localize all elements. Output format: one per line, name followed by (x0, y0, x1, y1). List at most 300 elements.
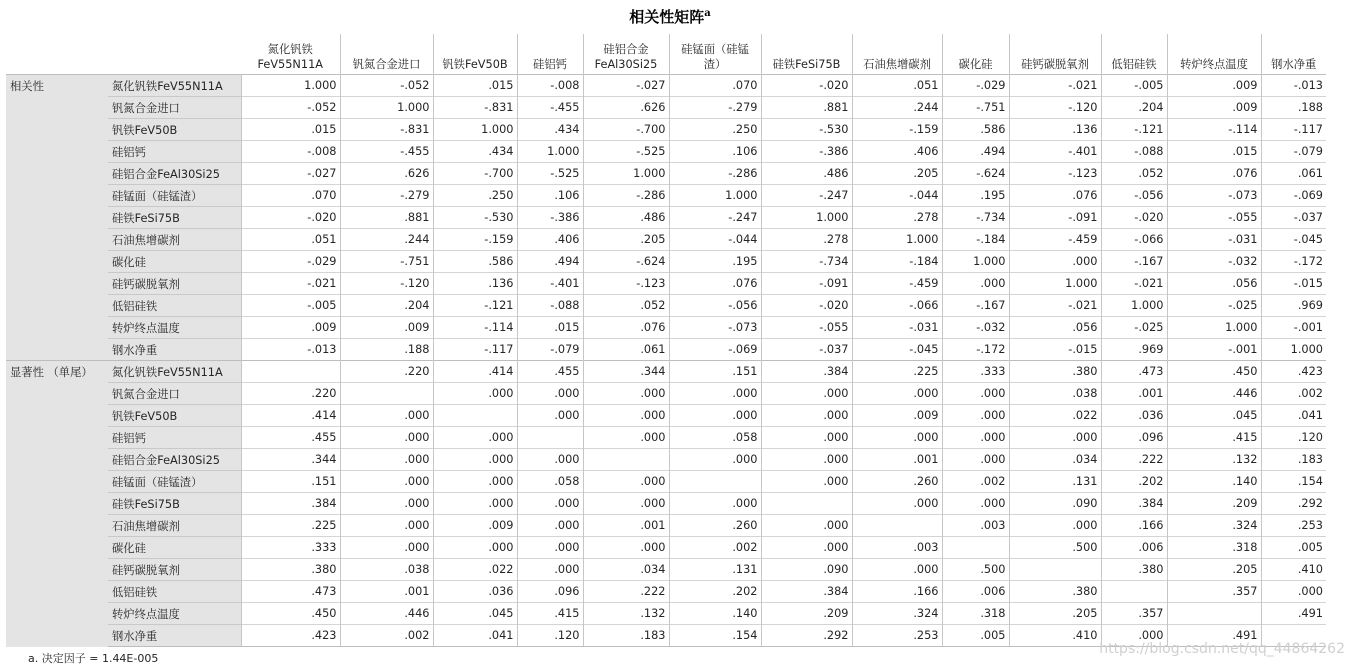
value-cell: .260 (669, 515, 761, 537)
value-cell: .000 (1009, 515, 1101, 537)
value-cell: .344 (241, 449, 340, 471)
value-cell: -.052 (340, 75, 433, 97)
value-cell: .195 (942, 185, 1009, 207)
value-cell: .225 (241, 515, 340, 537)
value-cell: -.005 (1101, 75, 1167, 97)
table-row (6, 493, 1326, 515)
value-cell: .188 (340, 339, 433, 361)
value-cell: -.247 (761, 185, 852, 207)
value-cell: .000 (942, 273, 1009, 295)
value-cell: -.624 (942, 163, 1009, 185)
value-cell: .000 (517, 559, 583, 581)
value-cell: .000 (942, 427, 1009, 449)
value-cell: .969 (1261, 295, 1326, 317)
value-cell: -.459 (852, 273, 942, 295)
value-cell (241, 361, 340, 383)
value-cell: -.021 (1101, 273, 1167, 295)
table-row (6, 141, 1326, 163)
value-cell: .450 (1167, 361, 1261, 383)
value-cell: .076 (583, 317, 669, 339)
value-cell: .061 (583, 339, 669, 361)
value-cell: .000 (340, 427, 433, 449)
value-cell: .000 (340, 471, 433, 493)
value-cell: -.044 (669, 229, 761, 251)
value-cell: 1.000 (942, 251, 1009, 273)
value-cell: -.005 (241, 295, 340, 317)
value-cell: .000 (761, 449, 852, 471)
value-cell: .038 (1009, 383, 1101, 405)
value-cell: .000 (1009, 251, 1101, 273)
value-cell: .333 (241, 537, 340, 559)
table-row (6, 251, 1326, 273)
value-cell: -.184 (852, 251, 942, 273)
value-cell: .225 (852, 361, 942, 383)
value-cell: .000 (583, 537, 669, 559)
value-cell: .151 (669, 361, 761, 383)
value-cell: .434 (433, 141, 517, 163)
value-cell: .076 (1009, 185, 1101, 207)
value-cell: .051 (852, 75, 942, 97)
value-cell: .000 (583, 493, 669, 515)
value-cell: -.015 (1261, 273, 1326, 295)
column-header: 转炉终点温度 (1167, 34, 1261, 75)
table-row (6, 537, 1326, 559)
value-cell: .455 (517, 361, 583, 383)
value-cell: .000 (1101, 625, 1167, 647)
value-cell: -.734 (761, 251, 852, 273)
value-cell: .202 (1101, 471, 1167, 493)
value-cell: 1.000 (1167, 317, 1261, 339)
value-cell: .022 (433, 559, 517, 581)
value-cell: .384 (761, 581, 852, 603)
value-cell: -.279 (669, 97, 761, 119)
group-label: 显著性 （单尾） (6, 361, 108, 647)
value-cell: -.117 (1261, 119, 1326, 141)
value-cell: -.029 (241, 251, 340, 273)
value-cell: .357 (1101, 603, 1167, 625)
column-header: 石油焦增碳剂 (852, 34, 942, 75)
value-cell: .009 (340, 317, 433, 339)
value-cell: -.001 (1167, 339, 1261, 361)
value-cell: .006 (1101, 537, 1167, 559)
value-cell: .183 (583, 625, 669, 647)
value-cell: .096 (517, 581, 583, 603)
value-cell: .058 (669, 427, 761, 449)
value-cell: .253 (1261, 515, 1326, 537)
row-label: 硅铁FeSi75B (108, 207, 241, 229)
value-cell: -.401 (1009, 141, 1101, 163)
value-cell: .000 (433, 427, 517, 449)
value-cell: .000 (761, 427, 852, 449)
value-cell: -.751 (942, 97, 1009, 119)
column-header: 碳化硅 (942, 34, 1009, 75)
value-cell: -.031 (1167, 229, 1261, 251)
value-cell: .318 (1167, 537, 1261, 559)
table-row (6, 119, 1326, 141)
table-row (6, 229, 1326, 251)
value-cell (517, 427, 583, 449)
value-cell: .052 (583, 295, 669, 317)
value-cell: .491 (1167, 625, 1261, 647)
value-cell: 1.000 (669, 185, 761, 207)
value-cell: .000 (942, 383, 1009, 405)
value-cell: .070 (241, 185, 340, 207)
footnote: a. 决定因子 = 1.44E-005 (28, 652, 159, 665)
value-cell (340, 383, 433, 405)
row-label: 钒氮合金进口 (108, 383, 241, 405)
table-row (6, 383, 1326, 405)
value-cell: .491 (1261, 603, 1326, 625)
value-cell: .278 (761, 229, 852, 251)
value-cell: .205 (1009, 603, 1101, 625)
value-cell: .244 (340, 229, 433, 251)
value-cell: .423 (1261, 361, 1326, 383)
column-header: 钢水净重 (1271, 58, 1317, 71)
value-cell: .410 (1009, 625, 1101, 647)
row-label: 硅铝钙 (108, 427, 241, 449)
row-label: 氮化钒铁FeV55N11A (108, 75, 241, 97)
value-cell: 1.000 (517, 141, 583, 163)
table-row (6, 603, 1326, 625)
value-cell: .120 (517, 625, 583, 647)
value-cell: -.455 (517, 97, 583, 119)
title-footnote-mark: a (704, 8, 711, 19)
value-cell: .132 (1167, 449, 1261, 471)
value-cell: .473 (241, 581, 340, 603)
value-cell: .204 (1101, 97, 1167, 119)
row-label: 转炉终点温度 (108, 317, 241, 339)
value-cell: .009 (852, 405, 942, 427)
value-cell: .881 (761, 97, 852, 119)
value-cell: -.121 (433, 295, 517, 317)
value-cell: .244 (852, 97, 942, 119)
column-header: 硅铝钙 (517, 34, 583, 75)
value-cell: 1.000 (1009, 273, 1101, 295)
value-cell: .009 (1167, 75, 1261, 97)
value-cell: .009 (1167, 97, 1261, 119)
value-cell: -.069 (669, 339, 761, 361)
value-cell: .000 (942, 449, 1009, 471)
value-cell: .333 (942, 361, 1009, 383)
value-cell (669, 471, 761, 493)
value-cell: .344 (583, 361, 669, 383)
value-cell: .000 (433, 471, 517, 493)
value-cell: -.001 (1261, 317, 1326, 339)
value-cell: -.123 (1009, 163, 1101, 185)
value-cell: .061 (1261, 163, 1326, 185)
corner-cell (6, 34, 108, 75)
value-cell: .253 (852, 625, 942, 647)
value-cell: -.159 (852, 119, 942, 141)
correlation-matrix-table (6, 34, 1326, 647)
value-cell: .384 (1101, 493, 1167, 515)
value-cell: .009 (433, 515, 517, 537)
value-cell: .056 (1167, 273, 1261, 295)
value-cell: -.525 (517, 163, 583, 185)
value-cell: 1.000 (433, 119, 517, 141)
value-cell: .005 (1261, 537, 1326, 559)
value-cell: .106 (517, 185, 583, 207)
value-cell: .034 (1009, 449, 1101, 471)
value-cell: .222 (1101, 449, 1167, 471)
value-cell: -.386 (517, 207, 583, 229)
value-cell: .051 (241, 229, 340, 251)
table-row (6, 295, 1326, 317)
value-cell: -.052 (241, 97, 340, 119)
value-cell: -.091 (761, 273, 852, 295)
value-cell: .000 (761, 471, 852, 493)
value-cell: .586 (433, 251, 517, 273)
value-cell: -.029 (942, 75, 1009, 97)
value-cell: .058 (517, 471, 583, 493)
value-cell: -.088 (517, 295, 583, 317)
table-row (6, 581, 1326, 603)
value-cell: .220 (241, 383, 340, 405)
value-cell: .000 (517, 405, 583, 427)
row-label: 氮化钒铁FeV55N11A (108, 361, 241, 383)
value-cell: .000 (942, 493, 1009, 515)
value-cell: .205 (583, 229, 669, 251)
value-cell: .324 (1167, 515, 1261, 537)
value-cell: -.121 (1101, 119, 1167, 141)
value-cell: .188 (1261, 97, 1326, 119)
value-cell: -.624 (583, 251, 669, 273)
value-cell: .000 (583, 427, 669, 449)
row-label: 钒铁FeV50B (108, 405, 241, 427)
value-cell: .000 (852, 427, 942, 449)
value-cell: .076 (669, 273, 761, 295)
value-cell: .015 (517, 317, 583, 339)
value-cell: .000 (942, 405, 1009, 427)
value-cell: .003 (942, 515, 1009, 537)
value-cell: -.032 (942, 317, 1009, 339)
value-cell: .000 (517, 493, 583, 515)
row-label: 硅锰面（硅锰渣） (108, 185, 241, 207)
value-cell: -.021 (1009, 295, 1101, 317)
value-cell: .000 (852, 559, 942, 581)
corner-cell (108, 34, 241, 75)
value-cell: 1.000 (340, 97, 433, 119)
value-cell: -.120 (340, 273, 433, 295)
value-cell: .000 (583, 405, 669, 427)
value-cell: -.079 (517, 339, 583, 361)
value-cell: -.032 (1167, 251, 1261, 273)
value-cell: .000 (852, 493, 942, 515)
value-cell: -.831 (433, 97, 517, 119)
value-cell (761, 493, 852, 515)
value-cell: 1.000 (852, 229, 942, 251)
value-cell: -.025 (1101, 317, 1167, 339)
value-cell: .006 (942, 581, 1009, 603)
value-cell: .202 (669, 581, 761, 603)
value-cell: .000 (433, 383, 517, 405)
value-cell: -.056 (1101, 185, 1167, 207)
value-cell: .250 (669, 119, 761, 141)
value-cell: .384 (241, 493, 340, 515)
value-cell: -.020 (761, 75, 852, 97)
value-cell: -.020 (241, 207, 340, 229)
value-cell: .380 (1009, 581, 1101, 603)
column-header: 硅钙碳脱氧剂 (1009, 34, 1101, 75)
value-cell: .500 (942, 559, 1009, 581)
value-cell: .969 (1101, 339, 1167, 361)
value-cell: .000 (761, 537, 852, 559)
table-row (6, 405, 1326, 427)
value-cell: -.073 (669, 317, 761, 339)
value-cell: -.015 (1009, 339, 1101, 361)
value-cell: .045 (1167, 405, 1261, 427)
value-cell: -.069 (1261, 185, 1326, 207)
column-header: 氮化钒铁FeV55N11A (241, 34, 340, 75)
value-cell: .260 (852, 471, 942, 493)
value-cell: .001 (1101, 383, 1167, 405)
value-cell: -.079 (1261, 141, 1326, 163)
value-cell: -.184 (942, 229, 1009, 251)
value-cell (1167, 603, 1261, 625)
column-header: 低铝硅铁 (1101, 34, 1167, 75)
value-cell: -.037 (1261, 207, 1326, 229)
column-header: 钒铁FeV50B (433, 34, 517, 75)
value-cell: .000 (669, 493, 761, 515)
row-label: 低铝硅铁 (108, 581, 241, 603)
value-cell: .450 (241, 603, 340, 625)
value-cell: -.700 (433, 163, 517, 185)
value-cell: -.066 (1101, 229, 1167, 251)
row-label: 钒氮合金进口 (108, 97, 241, 119)
table-row (6, 207, 1326, 229)
row-label: 硅铝合金FeAl30Si25 (108, 163, 241, 185)
value-cell: .005 (942, 625, 1009, 647)
value-cell: .000 (517, 537, 583, 559)
table-row (6, 449, 1326, 471)
value-cell: .881 (340, 207, 433, 229)
value-cell: .120 (1261, 427, 1326, 449)
value-cell: .000 (1261, 581, 1326, 603)
value-cell: -.091 (1009, 207, 1101, 229)
value-cell: .278 (852, 207, 942, 229)
value-cell: .000 (761, 405, 852, 427)
value-cell: .455 (241, 427, 340, 449)
value-cell: .000 (340, 537, 433, 559)
value-cell: .000 (669, 383, 761, 405)
value-cell: -.020 (761, 295, 852, 317)
value-cell: .000 (340, 449, 433, 471)
value-cell: -.073 (1167, 185, 1261, 207)
value-cell: .166 (852, 581, 942, 603)
row-label: 转炉终点温度 (108, 603, 241, 625)
value-cell: -.455 (340, 141, 433, 163)
value-cell: .292 (761, 625, 852, 647)
value-cell: .000 (669, 449, 761, 471)
value-cell: -.286 (583, 185, 669, 207)
value-cell: -.056 (669, 295, 761, 317)
value-cell: -.027 (241, 163, 340, 185)
value-cell: .090 (1009, 493, 1101, 515)
value-cell: -.123 (583, 273, 669, 295)
value-cell: -.013 (241, 339, 340, 361)
value-cell: .204 (340, 295, 433, 317)
value-cell: .076 (1167, 163, 1261, 185)
value-cell: .036 (1101, 405, 1167, 427)
value-cell: -.167 (942, 295, 1009, 317)
value-cell: -.530 (433, 207, 517, 229)
value-cell: -.025 (1167, 295, 1261, 317)
value-cell: .009 (241, 317, 340, 339)
value-cell: .205 (852, 163, 942, 185)
value-cell: -.031 (852, 317, 942, 339)
value-cell (1101, 581, 1167, 603)
value-cell: .380 (1009, 361, 1101, 383)
value-cell: -.751 (340, 251, 433, 273)
value-cell: -.020 (1101, 207, 1167, 229)
value-cell: .000 (517, 383, 583, 405)
value-cell: .038 (340, 559, 433, 581)
value-cell: .166 (1101, 515, 1167, 537)
value-cell: .500 (1009, 537, 1101, 559)
value-cell: .000 (340, 493, 433, 515)
value-cell: .090 (761, 559, 852, 581)
value-cell: .131 (669, 559, 761, 581)
table-row (6, 185, 1326, 207)
value-cell: .220 (340, 361, 433, 383)
value-cell: .056 (1009, 317, 1101, 339)
value-cell: .473 (1101, 361, 1167, 383)
value-cell: -.027 (583, 75, 669, 97)
value-cell: .318 (942, 603, 1009, 625)
value-cell: .015 (1167, 141, 1261, 163)
value-cell: -.120 (1009, 97, 1101, 119)
value-cell: .380 (1101, 559, 1167, 581)
value-cell: .070 (669, 75, 761, 97)
value-cell: 1.000 (583, 163, 669, 185)
value-cell: .001 (340, 581, 433, 603)
value-cell: .041 (433, 625, 517, 647)
table-row (6, 559, 1326, 581)
value-cell: .000 (761, 383, 852, 405)
value-cell: .154 (669, 625, 761, 647)
value-cell: .414 (241, 405, 340, 427)
value-cell: .423 (241, 625, 340, 647)
value-cell: .136 (433, 273, 517, 295)
table-row (6, 317, 1326, 339)
value-cell: .136 (1009, 119, 1101, 141)
value-cell: .140 (1167, 471, 1261, 493)
row-label: 硅钙碳脱氧剂 (108, 559, 241, 581)
table-row (6, 273, 1326, 295)
value-cell: .406 (852, 141, 942, 163)
column-header: 硅锰面（硅锰渣） (669, 34, 761, 75)
value-cell: .140 (669, 603, 761, 625)
value-cell: .000 (761, 515, 852, 537)
value-cell: -.167 (1101, 251, 1167, 273)
value-cell: -.386 (761, 141, 852, 163)
value-cell: .036 (433, 581, 517, 603)
table-row (6, 361, 1326, 383)
value-cell: -.286 (669, 163, 761, 185)
value-cell: .209 (1167, 493, 1261, 515)
value-cell: .000 (583, 471, 669, 493)
value-cell: .015 (241, 119, 340, 141)
value-cell: .446 (340, 603, 433, 625)
value-cell: -.021 (241, 273, 340, 295)
value-cell: .494 (517, 251, 583, 273)
value-cell: .626 (340, 163, 433, 185)
value-cell: .096 (1101, 427, 1167, 449)
value-cell: .626 (583, 97, 669, 119)
value-cell: -.530 (761, 119, 852, 141)
value-cell: .486 (761, 163, 852, 185)
value-cell (433, 405, 517, 427)
